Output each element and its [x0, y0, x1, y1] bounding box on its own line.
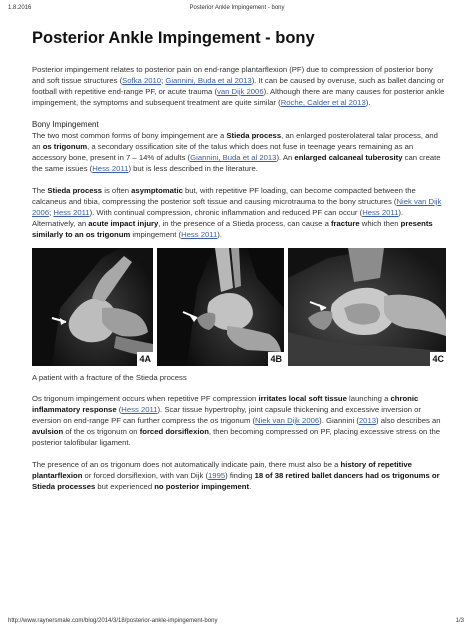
bold-text: acute impact injury: [88, 219, 159, 228]
citation-link[interactable]: Hess 2011: [181, 230, 218, 239]
intro-paragraph: [32, 64, 446, 108]
citation-link[interactable]: Giannini, Buda et al 2013: [165, 76, 252, 85]
bold-text: Stieda process: [226, 131, 282, 140]
citation-link[interactable]: Hess 2011: [92, 164, 129, 173]
text: , a secondary ossification site of the talus which does not fuse in teenage years remaining as an accessory bone, present in 7 – 14% of adults (: [32, 142, 414, 162]
text: but experienced: [95, 482, 155, 491]
text: ). Giannini (: [319, 416, 359, 425]
citation-link[interactable]: Niek van Dijk 2006: [32, 197, 442, 217]
bold-text: enlarged calcaneal tuberosity: [294, 153, 403, 162]
citation-link[interactable]: Sofka 2010: [122, 76, 162, 85]
page-number: 1/3: [455, 618, 464, 624]
xray-image-4b: [157, 248, 284, 366]
section-heading: Bony Impingement: [32, 120, 99, 129]
citation-link[interactable]: Hess 2011: [53, 208, 90, 217]
text: ) but is less described in the literature.: [128, 164, 258, 173]
bold-text: fracture: [330, 219, 360, 228]
xray-figure: [32, 248, 446, 366]
text: or forced dorsiflexion, with van Dijk (: [82, 471, 209, 480]
bold-text: 18 of 38 retired ballet dancers had os trigonums or Stieda processes: [32, 471, 440, 491]
figure-label: 4B: [270, 354, 282, 364]
citation-link[interactable]: Giannini, Buda et al 2013: [190, 153, 277, 162]
bony-impingement-paragraph: [32, 130, 446, 174]
text: ) also describes an: [376, 416, 441, 425]
print-title: Posterior Ankle Impingement - bony: [189, 5, 285, 11]
figure-caption: A patient with a fracture of the Stieda process: [32, 373, 187, 382]
text: ;: [49, 208, 54, 217]
bold-text: no posterior impingement: [154, 482, 250, 491]
text: ).: [217, 230, 222, 239]
bold-text: chronic inflammatory response: [32, 394, 419, 414]
citation-link[interactable]: Niek van Dijk 2006: [255, 416, 320, 425]
text: can create the same issues (: [32, 153, 441, 173]
xray-image-4c: [288, 248, 446, 366]
os-trigonum-paragraph: [32, 393, 446, 448]
citation-link[interactable]: Hess 2011: [121, 405, 158, 414]
text: ). It can be caused by overuse, such as ballet dancing or football with repetitive end-range PF, or acute trauma (: [32, 76, 444, 96]
text: ). With continual compression, chronic inflammation and reduced PF can occur (: [89, 208, 363, 217]
text: impingement (: [130, 230, 182, 239]
text: ) finding: [225, 471, 255, 480]
xray-4b-graphic: [157, 248, 284, 366]
presence-paragraph: [32, 459, 446, 492]
text: Os trigonum impingement occurs when repetitive PF compression: [32, 394, 259, 403]
bold-text: forced dorsiflexion: [139, 427, 209, 436]
text: .: [249, 482, 252, 491]
text: ). An: [276, 153, 295, 162]
text: of the os trigonum on: [63, 427, 140, 436]
figure-label: 4A: [139, 354, 151, 364]
text: The: [32, 186, 48, 195]
text: is often: [102, 186, 132, 195]
stieda-paragraph: [32, 185, 446, 240]
figure-label: 4C: [432, 354, 444, 364]
citation-link[interactable]: 1995: [208, 471, 226, 480]
text: , in the presence of a Stieda process, can cause a: [158, 219, 331, 228]
bold-text: Stieda process: [47, 186, 103, 195]
text: which then: [359, 219, 401, 228]
text: The presence of an os trigonum does not automatically indicate pain, there must also be a: [32, 460, 341, 469]
bold-text: avulsion: [32, 427, 64, 436]
xray-image-4a: [32, 248, 153, 366]
text: ). Scar tissue hypertrophy, joint capsule thickening and excessive inversion or eversion on end-range PF can further compress the os trigonum (: [32, 405, 421, 425]
print-date: 1.8.2016: [8, 5, 32, 11]
print-footer: [0, 618, 474, 628]
text: ). Alternatively, an: [32, 208, 404, 228]
page-title: Posterior Ankle Impingement - bony: [32, 29, 315, 47]
text: but, with repetitive PF loading, can become compacted between the calcaneus and tibia, compressing the posterior soft tissue and causing microtrauma to the bony structures (: [32, 186, 416, 206]
xray-4a-graphic: [32, 248, 153, 366]
print-url: http://www.raynersmale.com/blog/2014/3/18/posterior-ankle-impingement-bony: [8, 618, 218, 624]
text: , an enlarged posterolateral talar process, and an: [32, 131, 438, 151]
text: (: [116, 405, 122, 414]
citation-link[interactable]: 2013: [358, 416, 376, 425]
text: ).: [365, 98, 371, 107]
bold-text: presents similarly to an os trigonum: [32, 219, 433, 239]
text: Posterior impingement relates to posterior pain on end-range plantarflexion (PF) due to compression of posterior bony and soft tissue structures (: [32, 65, 433, 85]
citation-link[interactable]: Roche, Calder et al 2013: [280, 98, 366, 107]
bold-text: os trigonum: [42, 142, 88, 151]
text: launching a: [346, 394, 391, 403]
text: The two most common forms of bony impingement are a: [32, 131, 227, 140]
text: , then becoming compressed on PF, placing excessive stress on the posterior talofibular ligament.: [32, 427, 441, 447]
article: [32, 28, 446, 503]
xray-4c-graphic: [288, 248, 446, 366]
bold-text: asymptomatic: [131, 186, 183, 195]
bold-text: irritates local soft tissue: [258, 394, 347, 403]
text: ). Although there are many causes for posterior ankle impingement, the symptoms and subsequent treatment are quite similar (: [32, 87, 445, 107]
citation-link[interactable]: Hess 2011: [362, 208, 399, 217]
citation-link[interactable]: van Dijk 2006: [217, 87, 264, 96]
print-header: [0, 5, 474, 15]
bold-text: history of repetitive plantarflexion: [32, 460, 412, 480]
text: ;: [161, 76, 166, 85]
